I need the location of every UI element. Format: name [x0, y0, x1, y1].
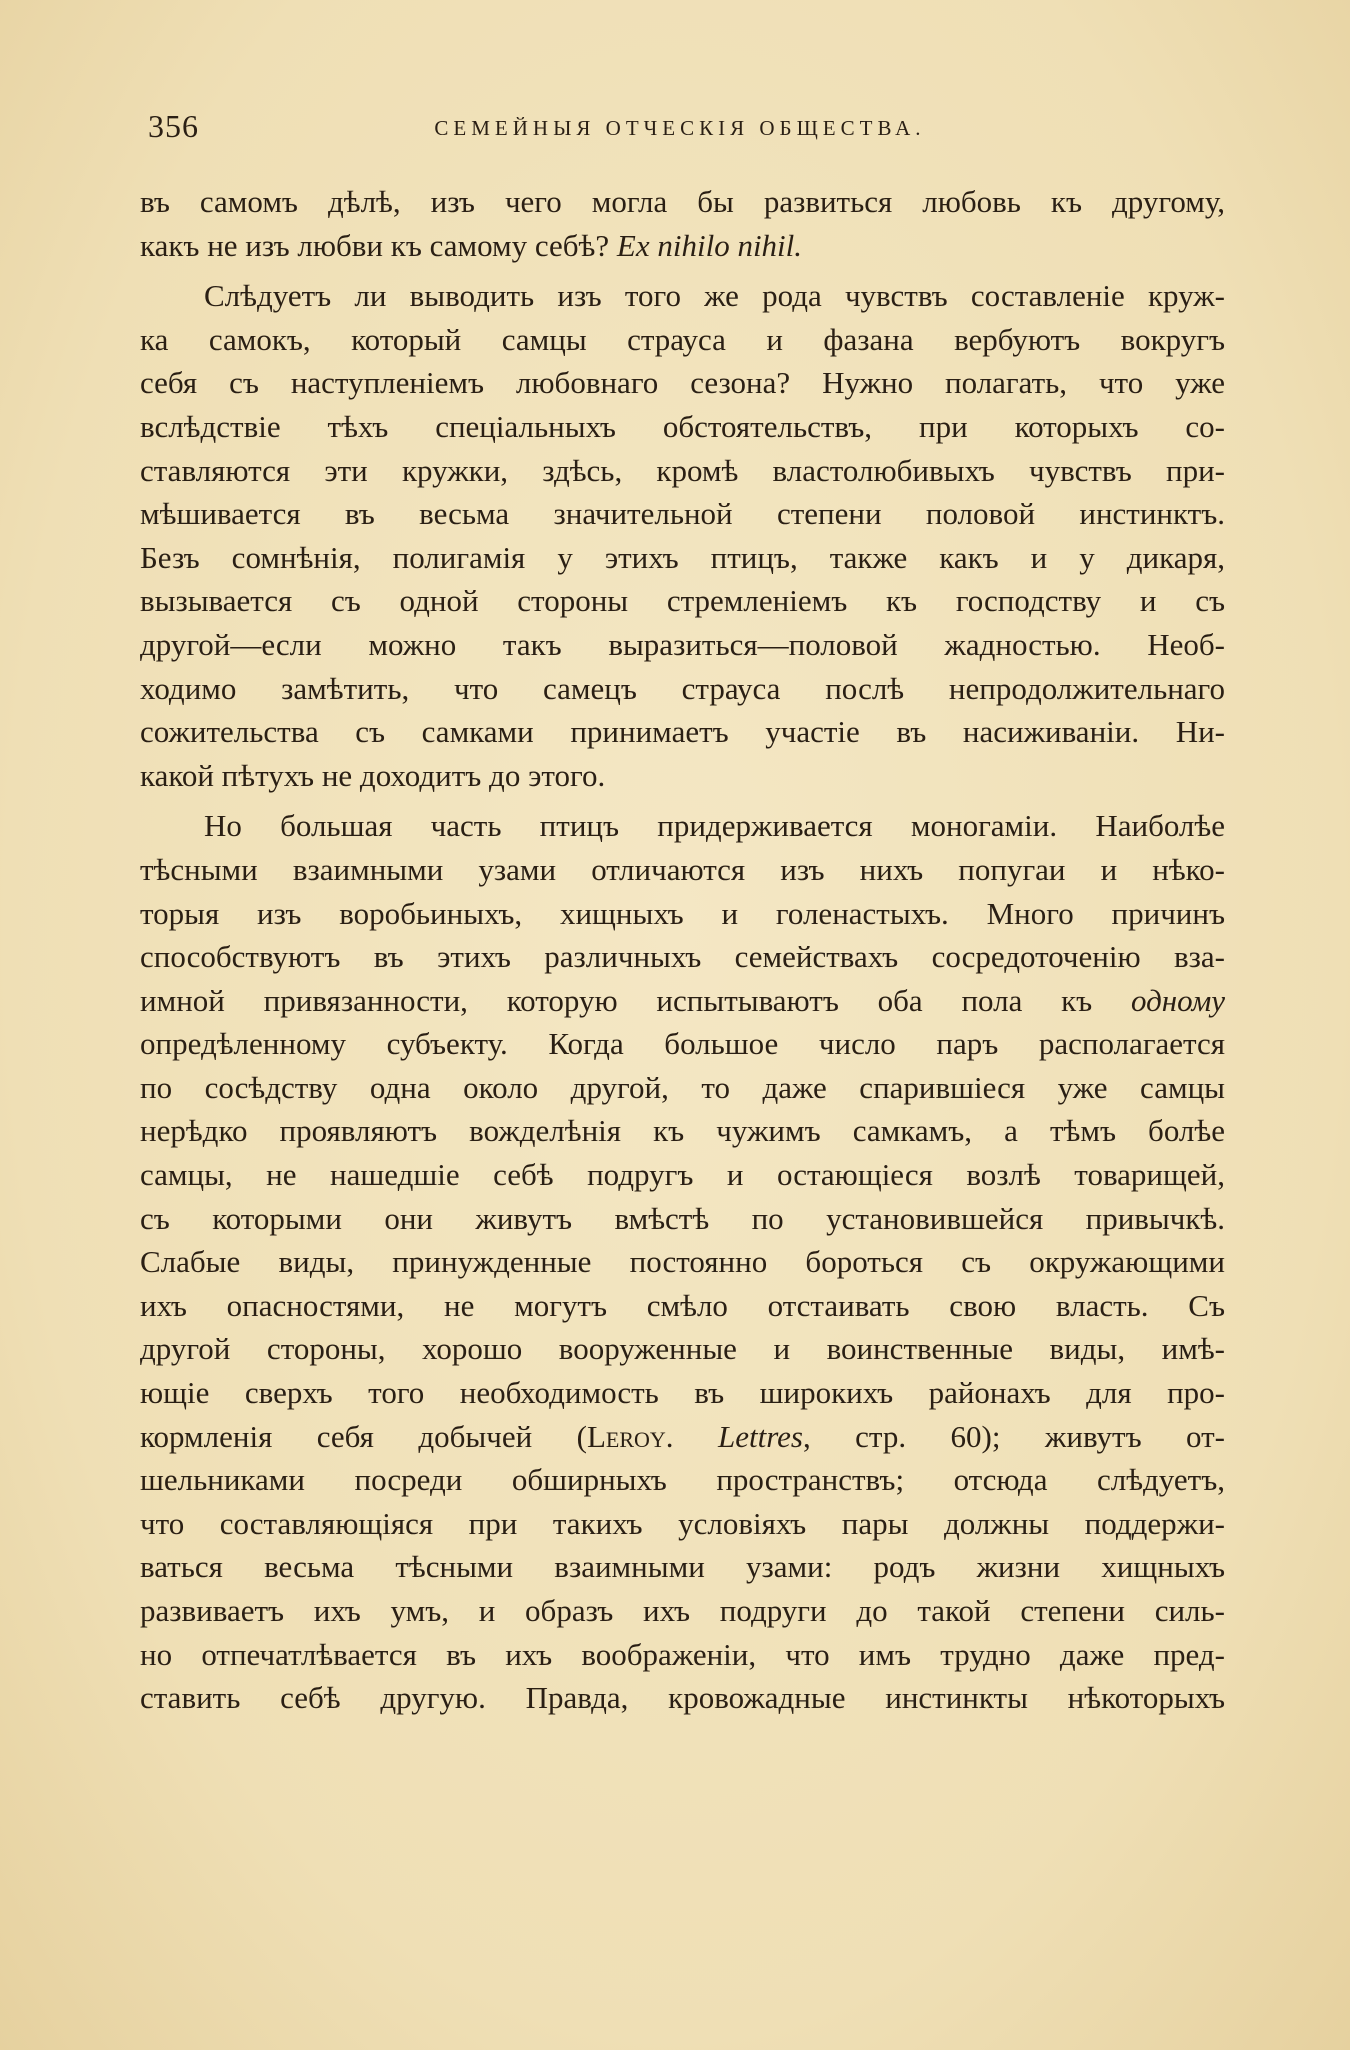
text-span: .	[665, 1418, 718, 1454]
text-line: ихъ опасностями, не могутъ смѣло отстаивать свою власть. Съ	[140, 1287, 1225, 1323]
latin-phrase: Ex nihilo nihil.	[616, 227, 803, 263]
text-line: другой—если можно такъ выразиться—половой жадностью. Необ-	[140, 626, 1225, 662]
text-line: себя съ наступленіемъ любовнаго сезона? Нужно полагать, что уже	[140, 365, 1225, 401]
text-span: кормленія себя добычей (	[140, 1418, 587, 1454]
text-line: другой стороны, хорошо вооруженные и воинственные виды, имѣ-	[140, 1331, 1225, 1367]
text-line: ющіе сверхъ того необходимость въ широкихъ районахъ для про-	[140, 1375, 1225, 1411]
text-line	[140, 1415, 1225, 1459]
text-line: шельниками посреди обширныхъ пространствъ; отсюда слѣдуетъ,	[140, 1462, 1225, 1498]
text-line: ставляются эти кружки, здѣсь, кромѣ властолюбивыхъ чувствъ при-	[140, 452, 1225, 488]
text-line	[140, 979, 1225, 1023]
text-line: торыя изъ воробьиныхъ, хищныхъ и голенастыхъ. Много причинъ	[140, 895, 1225, 931]
text-line: ваться весьма тѣсными взаимными узами: родъ жизни хищныхъ	[140, 1549, 1225, 1585]
text-line: способствуютъ въ этихъ различныхъ семействахъ сосредоточенію вза-	[140, 939, 1225, 975]
author-name: Leroy	[586, 1418, 666, 1454]
running-title: СЕМЕЙНЫЯ ОТЧЕСКІЯ ОБЩЕСТВА.	[434, 116, 926, 140]
page-number: 356	[148, 108, 199, 144]
text-line: что составляющіяся при такихъ условіяхъ пары должны поддержи-	[140, 1505, 1225, 1541]
text-line: ходимо замѣтить, что самецъ страуса послѣ непродолжительнаго	[140, 670, 1225, 706]
text-span: какъ не изъ любви къ самому себѣ?	[140, 227, 617, 263]
text-span: имной привязанности, которую испытываютъ оба пола къ	[140, 982, 1131, 1018]
text-line: какой пѣтухъ не доходитъ до этого.	[140, 757, 606, 793]
text-line: съ которыми они живутъ вмѣстѣ по установившейся привычкѣ.	[140, 1200, 1225, 1236]
text-line: вызывается съ одной стороны стремленіемъ къ господству и съ	[140, 583, 1225, 619]
body-text	[140, 180, 1225, 1720]
text-line: самцы, не нашедшіе себѣ подругъ и остающіеся возлѣ товарищей,	[140, 1157, 1225, 1193]
book-title: Lettres	[718, 1418, 803, 1454]
text-line: развиваетъ ихъ умъ, и образъ ихъ подруги до такой степени силь-	[140, 1593, 1225, 1628]
text-line: ставить себѣ другую. Правда, кровожадные инстинкты нѣкоторыхъ	[140, 1680, 1225, 1716]
text-line: Слѣдуетъ ли выводить изъ того же рода чувствъ составленіе круж-	[204, 278, 1225, 314]
text-line: ка самокъ, который самцы страуса и фазана вербуютъ вокругъ	[140, 321, 1225, 357]
emphasis: одному	[1130, 982, 1225, 1018]
text-line: но отпечатлѣвается въ ихъ воображеніи, что имъ трудно даже пред-	[140, 1636, 1225, 1672]
text-line: Безъ сомнѣнія, полигамія у этихъ птицъ, также какъ и у дикаря,	[140, 539, 1225, 575]
text-line: нерѣдко проявляютъ вожделѣнія къ чужимъ самкамъ, а тѣмъ болѣе	[140, 1113, 1225, 1149]
text-line: Слабые виды, принужденные постоянно бороться съ окружающими	[140, 1244, 1225, 1280]
text-line: по сосѣдству одна около другой, то даже спарившіеся уже самцы	[140, 1069, 1225, 1105]
text-line	[140, 224, 1225, 268]
text-line: мѣшивается въ весьма значительной степени половой инстинктъ.	[140, 496, 1225, 532]
text-span: , стр. 60); живутъ от-	[802, 1418, 1226, 1454]
text-line: тѣсными взаимными узами отличаются изъ нихъ попугаи и нѣко-	[140, 851, 1225, 887]
text-line: опредѣленному субъекту. Когда большое число паръ располагается	[140, 1026, 1225, 1062]
text-line: въ самомъ дѣлѣ, изъ чего могла бы развиться любовь къ другому,	[140, 184, 1225, 219]
text-line: сожительства съ самками принимаетъ участіе въ насиживаніи. Ни-	[140, 714, 1225, 750]
page-header	[140, 108, 1220, 158]
text-line: вслѣдствіе тѣхъ спеціальныхъ обстоятельствъ, при которыхъ со-	[140, 408, 1225, 444]
text-line: Но большая часть птицъ придерживается моногаміи. Наиболѣе	[204, 808, 1225, 844]
